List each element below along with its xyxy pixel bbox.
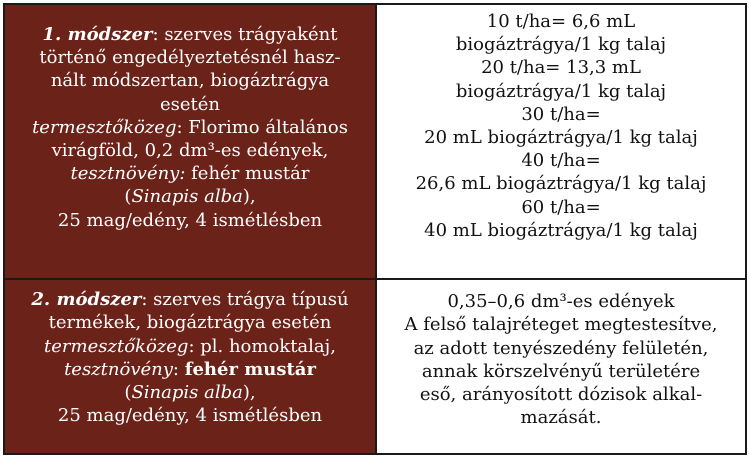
method-2-application-cell [376, 279, 746, 454]
application-line: annak körszelvényű területére [421, 360, 701, 382]
method-1-latin-line: (Sinapis alba), [124, 186, 256, 208]
latin-name: Sinapis alba [131, 186, 243, 208]
dose-line: 10 t/ha= 6,6 mL [486, 11, 636, 32]
application-line: mazását. [520, 407, 602, 429]
table-row [4, 279, 746, 454]
medium-label: termesztőközeg [44, 335, 189, 357]
dose-line: biogáztrágya/1 kg talaj [455, 80, 667, 102]
method-2-title-line: 2. módszer: szerves trágya típusú [31, 289, 349, 311]
method-2-text-line: termékek, biogáztrágya esetén [48, 312, 332, 334]
application-line: az adott tenyészedény felületén, [413, 337, 709, 359]
method-1-description-cell [4, 4, 376, 279]
method-2-plant-line: tesztnövény: fehér mustár [64, 358, 316, 380]
method-1-dose-cell [376, 4, 746, 279]
application-line: eső, arányosított dózisok alkal- [419, 384, 703, 406]
method-1-plant-line: tesztnövény: fehér mustár [70, 163, 310, 185]
method-1-label: 1. módszer [42, 24, 153, 45]
plant-value: fehér mustár [184, 358, 316, 380]
method-2-description-cell [4, 279, 376, 454]
medium-label: termesztőközeg [32, 116, 177, 138]
plant-label: tesztnövény: [70, 163, 186, 185]
table-row [4, 4, 746, 279]
latin-name: Sinapis alba [131, 382, 243, 404]
method-2-latin-line: (Sinapis alba), [124, 382, 256, 404]
dose-line: 40 t/ha= [521, 150, 601, 172]
methods-table [3, 3, 747, 455]
method-1-text-line: nált módszertan, biogáztrágya [50, 70, 330, 92]
method-2-label: 2. módszer [31, 289, 142, 311]
method-1-text-line: történő engedélyeztetésnél hasz- [39, 47, 341, 69]
dose-line: 26,6 mL biogáztrágya/1 kg talaj [415, 173, 707, 195]
method-2-medium-line: termesztőközeg: pl. homoktalaj, [44, 335, 336, 357]
method-2-text-line: 25 mag/edény, 4 ismétlésben [57, 405, 323, 427]
method-1-text-line: esetén [159, 93, 221, 115]
application-line: A felső talajréteget megtestesítve, [404, 314, 718, 336]
dose-line: 20 t/ha= 13,3 mL [481, 57, 641, 79]
method-1-text-line: virágföld, 0,2 dm³-es edények, [51, 140, 329, 162]
dose-line: 30 t/ha= [521, 103, 601, 125]
dose-line: 40 mL biogáztrágya/1 kg talaj [424, 219, 698, 241]
method-1-medium-line: termesztőközeg: Florimo általános [32, 116, 348, 138]
plant-label: tesztnövény [64, 358, 173, 380]
method-1-title-line: 1. módszer: szerves trágyaként [42, 24, 338, 45]
dose-line: 60 t/ha= [521, 196, 601, 218]
application-line: 0,35–0,6 dm³-es edények [447, 291, 675, 313]
method-1-text-line: 25 mag/edény, 4 ismétlésben [57, 209, 323, 231]
dose-line: 20 mL biogáztrágya/1 kg talaj [424, 127, 698, 149]
dose-line: biogáztrágya/1 kg talaj [455, 34, 667, 56]
